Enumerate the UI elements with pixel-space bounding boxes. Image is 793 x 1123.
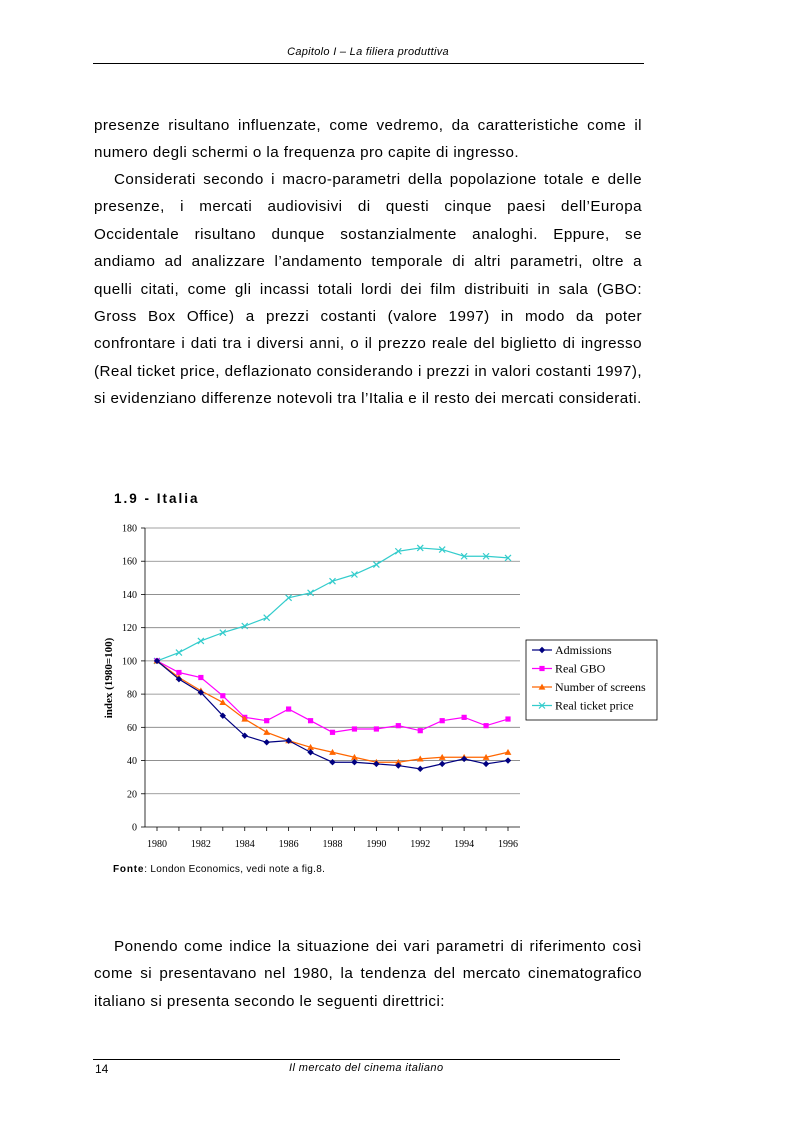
x-tick-label-1984: 1984 — [234, 839, 255, 850]
footer-title: Il mercato del cinema italiano — [289, 1062, 444, 1074]
y-tick-label-60: 60 — [127, 722, 137, 734]
x-tick-labels — [147, 839, 518, 850]
figure-source — [113, 864, 325, 875]
chart-legend — [526, 640, 657, 720]
page-number: 14 — [95, 1062, 109, 1076]
series-admissions — [154, 658, 511, 772]
series-real-gbo — [154, 658, 510, 735]
y-tick-label-100: 100 — [122, 656, 137, 668]
paragraph-3: Ponendo come indice la situazione dei vari parametri di riferimento così come si presentavano nel 1980, la tendenza del mercato cinematografico italiano si presenta secondo le seguenti direttrici: — [94, 938, 642, 1010]
legend-label-real-gbo: Real GBO — [555, 661, 606, 676]
series-line-real-gbo — [157, 661, 508, 732]
y-tick-label-0: 0 — [132, 822, 137, 834]
point-admissions-1989 — [351, 759, 357, 765]
y-tick-labels — [122, 524, 137, 834]
point-real-ticket-price-1983 — [220, 630, 226, 636]
point-real-gbo-1988 — [330, 730, 335, 735]
point-real-gbo-1982 — [198, 675, 203, 680]
x-tick-label-1980: 1980 — [147, 839, 167, 850]
series-line-number-of-screens — [157, 661, 508, 762]
point-real-ticket-price-1981 — [176, 650, 182, 656]
y-tick-label-120: 120 — [122, 623, 137, 635]
paragraph-2: Considerati secondo i macro-parametri della popolazione totale e delle presenze, i mercati audiovisivi di questi cinque paesi dell’Europa Occidentale risultano dunque sostanzialmente analoghi. Eppure, se andiamo ad analizzare l’andamento temporale di altri parametri, oltre a quelli citati, come gli incassi totali lordi dei film distribuiti in sala (GBO: Gross Box Office) a prezzi costanti (valore 1997) in modo da poter confrontare i dati tra i diversi anni, o il prezzo reale del biglietto di ingresso (Real ticket price, deflazionato considerando i prezzi in valori costanti 1997), si evidenziano differenze notevoli tra l’Italia e il resto dei mercati considerati. — [94, 171, 642, 408]
footer-rule — [93, 1059, 620, 1060]
chart-series — [154, 545, 512, 772]
point-real-gbo-1995 — [483, 723, 488, 728]
point-real-ticket-price-1982 — [198, 638, 204, 644]
series-line-real-ticket-price — [157, 548, 508, 661]
point-admissions-1992 — [417, 766, 423, 772]
x-tick-label-1996: 1996 — [498, 839, 518, 850]
x-tick-label-1990: 1990 — [366, 839, 387, 850]
point-number-of-screens-1996 — [505, 749, 512, 755]
point-real-gbo-1985 — [264, 718, 269, 723]
series-real-ticket-price — [154, 545, 511, 664]
y-tick-label-40: 40 — [127, 756, 137, 768]
point-real-gbo-1994 — [462, 715, 467, 720]
point-real-gbo-1991 — [396, 723, 401, 728]
point-real-ticket-price-1984 — [242, 623, 248, 629]
legend-label-number-of-screens: Number of screens — [555, 680, 646, 694]
point-real-gbo-1992 — [418, 728, 423, 733]
y-tick-label-20: 20 — [127, 789, 137, 801]
x-tick-label-1982: 1982 — [190, 839, 211, 850]
legend-label-admissions: Admissions — [555, 643, 612, 657]
running-header: Capitolo I – La filiera produttiva — [287, 46, 449, 58]
point-admissions-1995 — [483, 761, 489, 767]
x-tick-label-1994: 1994 — [454, 839, 475, 850]
y-axis-title: index (1980=100) — [103, 637, 115, 719]
y-tick-label-180: 180 — [122, 523, 137, 535]
point-number-of-screens-1985 — [263, 729, 270, 735]
point-number-of-screens-1983 — [219, 699, 226, 705]
point-admissions-1987 — [307, 749, 313, 755]
legend-marker-real-gbo — [539, 666, 544, 671]
source-label: Fonte — [113, 864, 145, 875]
y-tick-label-80: 80 — [127, 689, 137, 701]
point-real-gbo-1996 — [505, 716, 510, 721]
y-tick-label-140: 140 — [122, 589, 137, 601]
point-admissions-1985 — [263, 739, 269, 745]
point-real-ticket-price-1990 — [373, 562, 379, 568]
point-admissions-1993 — [439, 761, 445, 767]
point-real-ticket-price-1988 — [330, 578, 336, 584]
paragraph-1: presenze risultano influenzate, come vedremo, da caratteristiche come il numero degli schermi o la frequenza pro capite di ingresso. — [94, 117, 642, 162]
x-tick-label-1988: 1988 — [322, 839, 343, 850]
chart-axes — [141, 528, 520, 831]
series-number-of-screens — [154, 657, 512, 764]
y-tick-label-160: 160 — [122, 556, 137, 568]
point-real-ticket-price-1989 — [351, 572, 357, 578]
source-text: : London Economics, vedi note a fig.8. — [144, 864, 326, 875]
x-tick-label-1986: 1986 — [278, 839, 299, 850]
point-real-gbo-1990 — [374, 726, 379, 731]
point-real-gbo-1983 — [220, 693, 225, 698]
point-admissions-1988 — [329, 759, 335, 765]
x-tick-label-1992: 1992 — [410, 839, 431, 850]
point-real-ticket-price-1985 — [264, 615, 270, 621]
point-real-gbo-1986 — [286, 706, 291, 711]
point-admissions-1996 — [505, 757, 511, 763]
point-real-gbo-1993 — [440, 718, 445, 723]
figure-title: 1.9 - Italia — [114, 491, 200, 506]
point-real-gbo-1989 — [352, 726, 357, 731]
line-chart — [95, 515, 670, 857]
point-real-gbo-1987 — [308, 718, 313, 723]
header-rule — [93, 63, 644, 64]
legend-label-real-ticket-price: Real ticket price — [555, 698, 634, 713]
